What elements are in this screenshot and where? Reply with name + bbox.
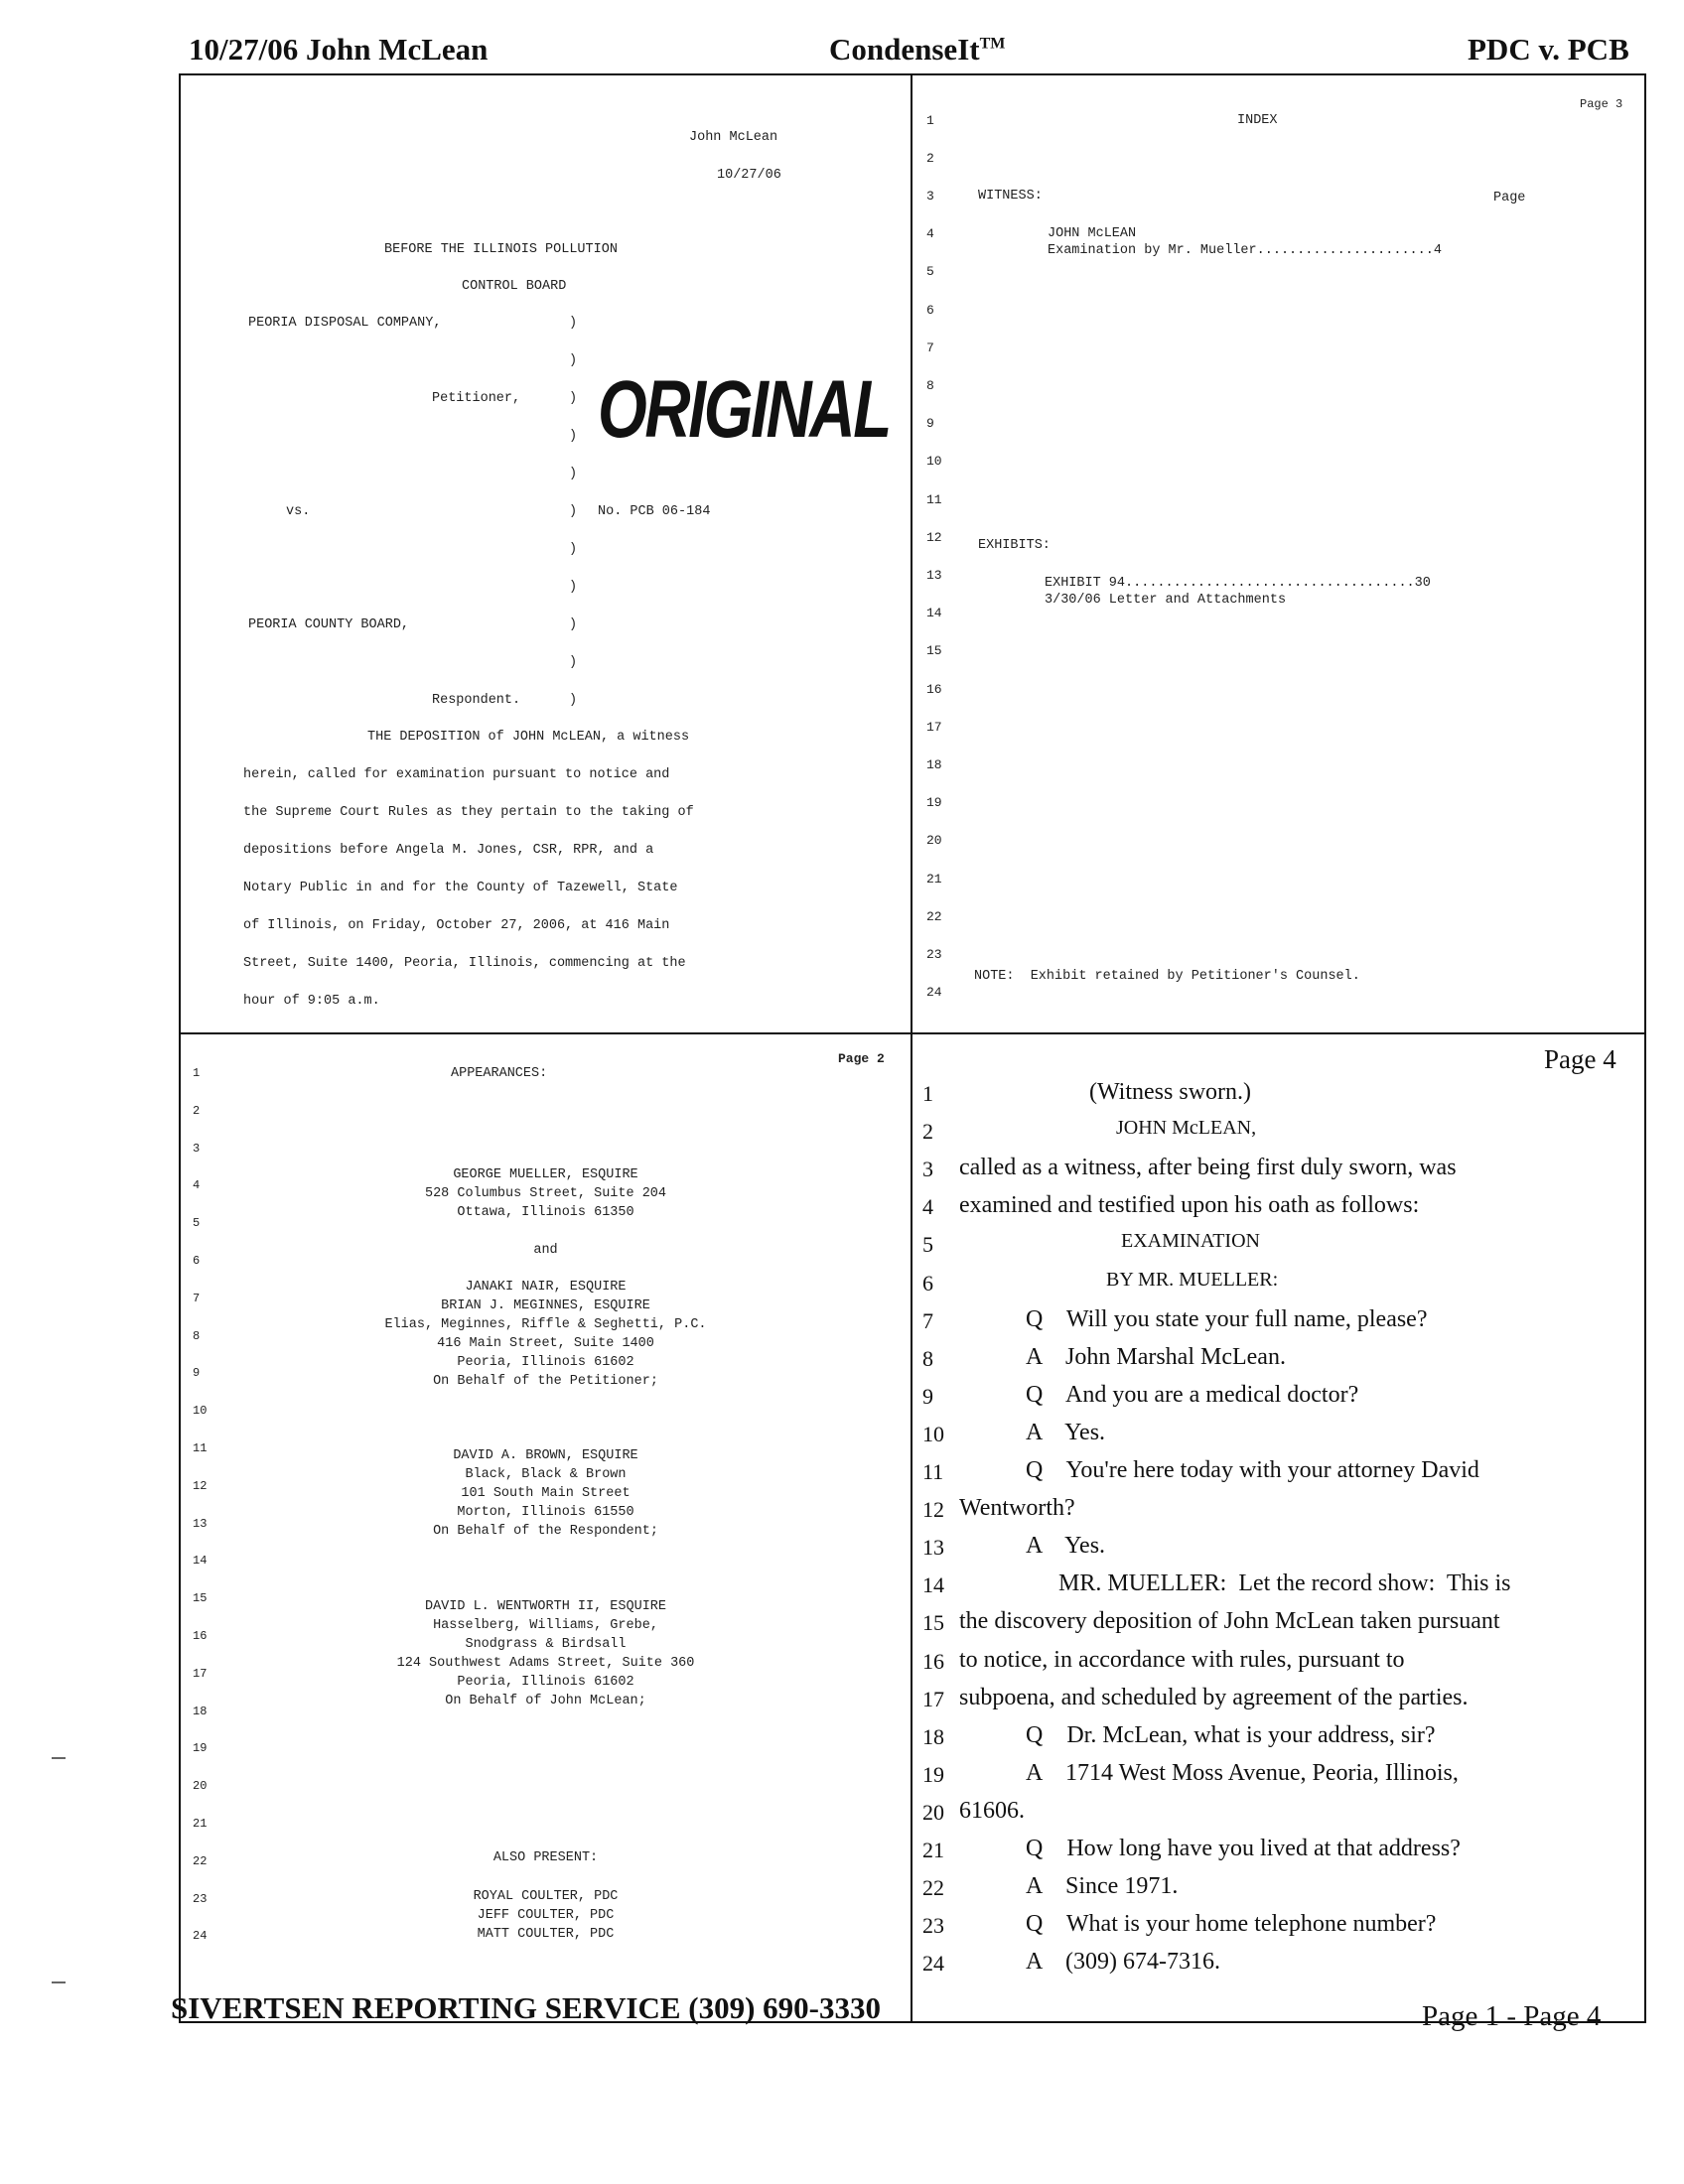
line-number: 17: [922, 1686, 944, 1711]
testimony-line: A 1714 West Moss Avenue, Peoria, Illinois,: [1026, 1759, 1459, 1786]
testimony-line: called as a witness, after being first duly sworn, was: [959, 1155, 1457, 1181]
deposition-text: Notary Public in and for the County of Tazewell, State: [243, 881, 678, 895]
testimony-line: Q How long have you lived at that address?: [1026, 1836, 1461, 1861]
testimony-line: 61606.: [959, 1797, 1025, 1824]
line-number: 7: [922, 1307, 933, 1333]
exhibit-entry: EXHIBIT 94....................................30: [1045, 576, 1431, 591]
appearance-line: DAVID L. WENTWORTH II, ESQUIRE: [424, 1599, 667, 1614]
line-number: 18: [193, 1704, 208, 1718]
testimony-line: Wentworth?: [959, 1495, 1075, 1522]
testimony-line: Q Will you state your full name, please?: [1026, 1305, 1428, 1332]
line-number: 9: [926, 416, 934, 432]
line-number: 10: [922, 1421, 944, 1446]
line-number: 1: [193, 1066, 201, 1080]
header-condenseit: [829, 32, 1005, 68]
line-number: 21: [926, 871, 942, 887]
margin-mark: [52, 1757, 66, 1759]
examination-entry: Examination by Mr. Mueller......................4: [1048, 243, 1442, 258]
deposition-text: of Illinois, on Friday, October 27, 2006, at 416 Main: [243, 918, 670, 933]
line-number: 14: [193, 1554, 208, 1569]
appearance-line: 124 Southwest Adams Street, Suite 360: [396, 1656, 695, 1671]
transcript-page-2: [181, 1034, 911, 2021]
petitioner-label: Petitioner,: [432, 391, 521, 406]
line-number: 22: [926, 908, 942, 924]
line-number: 5: [922, 1232, 933, 1258]
testimony-line: A Yes.: [1026, 1533, 1106, 1560]
appearance-line: Black, Black & Brown: [465, 1467, 627, 1482]
testimony-line: EXAMINATION: [1121, 1230, 1260, 1253]
appearance-line: On Behalf of the Respondent;: [433, 1524, 658, 1539]
line-number: 2: [922, 1119, 933, 1145]
testimony-line: A Since 1971.: [1026, 1873, 1179, 1900]
appearance-line: On Behalf of John McLean;: [445, 1694, 646, 1708]
line-number: 24: [926, 985, 942, 1001]
respondent-label: Respondent.: [432, 693, 521, 708]
line-number: 12: [926, 529, 942, 545]
exhibits-heading: EXHIBITS:: [978, 538, 1051, 553]
line-number: 1: [926, 112, 934, 128]
line-number: 4: [926, 226, 934, 242]
line-number: 4: [193, 1178, 201, 1193]
line-number: 11: [922, 1459, 944, 1484]
line-number: 1: [922, 1081, 933, 1106]
line-number: 15: [193, 1591, 208, 1606]
line-number: 21: [922, 1838, 944, 1862]
line-number: 3: [193, 1141, 201, 1156]
witness-heading: WITNESS:: [978, 189, 1043, 204]
versus-label: vs.: [286, 504, 311, 519]
transcript-page-1: [181, 75, 911, 1032]
reporting-service: SIVERTSEN REPORTING SERVICE (309) 690-3330: [171, 1990, 881, 2025]
line-number: 7: [193, 1291, 201, 1305]
line-number: 13: [922, 1535, 944, 1561]
testimony-line: subpoena, and scheduled by agreement of the parties.: [959, 1684, 1469, 1710]
transcript-page-4: [912, 1034, 1644, 2021]
caption-bracket: ): [569, 429, 578, 444]
caption-bracket: ): [569, 316, 578, 331]
exhibit-note: NOTE: Exhibit retained by Petitioner's Counsel.: [974, 969, 1360, 984]
appearance-line: BRIAN J. MEGINNES, ESQUIRE: [441, 1298, 650, 1313]
testimony-line: JOHN McLEAN,: [1116, 1117, 1257, 1140]
appearance-line: 101 South Main Street: [461, 1486, 631, 1501]
testimony-line: Q You're here today with your attorney David: [1026, 1457, 1479, 1483]
line-number: 23: [926, 946, 942, 962]
caption-bracket: ): [569, 467, 578, 481]
testimony-line: Q Dr. McLean, what is your address, sir?: [1026, 1721, 1436, 1748]
line-number: 23: [193, 1891, 208, 1906]
appearance-line: ALSO PRESENT:: [492, 1850, 599, 1865]
line-number: 15: [922, 1610, 944, 1636]
caption-bracket: ): [569, 353, 578, 368]
appearance-line: MATT COULTER, PDC: [477, 1927, 615, 1942]
case-number: No. PCB 06-184: [598, 504, 711, 519]
appearance-line: GEORGE MUELLER, ESQUIRE: [453, 1167, 638, 1182]
transcript-page-3: [912, 75, 1644, 1032]
page-label: Page 2: [838, 1051, 885, 1066]
line-number: 12: [193, 1478, 208, 1493]
caption-bracket: ): [569, 617, 578, 632]
board-name-line1: BEFORE THE ILLINOIS POLLUTION: [384, 242, 618, 257]
appearance-line: On Behalf of the Petitioner;: [433, 1374, 658, 1389]
header-condenseit-text: CondenseIt: [829, 32, 980, 67]
caption-name: John McLean: [689, 130, 778, 145]
caption-bracket: ): [569, 655, 578, 670]
appearance-line: 416 Main Street, Suite 1400: [437, 1336, 654, 1351]
caption-bracket: ): [569, 391, 578, 406]
line-number: 4: [922, 1194, 933, 1220]
appearance-line: JANAKI NAIR, ESQUIRE: [465, 1280, 627, 1295]
line-number: 5: [926, 264, 934, 280]
appearance-line: 528 Columbus Street, Suite 204: [424, 1186, 667, 1201]
deposition-text: the Supreme Court Rules as they pertain to the taking of: [243, 805, 694, 820]
caption-bracket: ): [569, 580, 578, 595]
line-number: 11: [926, 491, 942, 507]
caption-bracket: ): [569, 693, 578, 708]
line-number: 3: [926, 188, 934, 204]
line-number: 23: [922, 1913, 944, 1939]
appearance-line: DAVID A. BROWN, ESQUIRE: [453, 1448, 638, 1463]
line-number: 3: [922, 1157, 933, 1182]
testimony-line: the discovery deposition of John McLean taken pursuant: [959, 1608, 1500, 1635]
line-number: 6: [193, 1254, 201, 1268]
appearance-line: Morton, Illinois 61550: [457, 1505, 634, 1520]
line-number: 2: [926, 150, 934, 166]
line-number: 18: [922, 1723, 944, 1749]
header-case: PDC v. PCB: [1468, 32, 1629, 67]
line-number: 10: [926, 454, 942, 470]
trademark-mark: TM: [979, 35, 1006, 53]
caption-date: 10/27/06: [717, 168, 781, 183]
line-number: 9: [922, 1383, 933, 1409]
line-number: 8: [926, 377, 934, 393]
line-number: 13: [193, 1516, 208, 1531]
original-stamp: ORIGINAL: [598, 364, 890, 455]
line-number: 11: [193, 1441, 208, 1455]
testimony-line: (Witness sworn.): [1089, 1079, 1252, 1105]
appearance-line: JEFF COULTER, PDC: [477, 1908, 615, 1923]
exhibit-description: 3/30/06 Letter and Attachments: [1045, 593, 1287, 608]
line-number: 14: [926, 606, 942, 621]
deposition-text: herein, called for examination pursuant to notice and: [243, 767, 670, 782]
appearance-line: Peoria, Illinois 61602: [457, 1675, 634, 1690]
line-number: 12: [922, 1497, 944, 1523]
line-number: 20: [926, 833, 942, 849]
testimony-line: to notice, in accordance with rules, pursuant to: [959, 1646, 1405, 1673]
line-number: 9: [193, 1366, 201, 1381]
line-number: 18: [926, 756, 942, 772]
line-number: 16: [193, 1629, 208, 1643]
appearance-line: Ottawa, Illinois 61350: [457, 1205, 634, 1220]
deposition-text: Street, Suite 1400, Peoria, Illinois, commencing at the: [243, 956, 686, 971]
line-number: 16: [922, 1648, 944, 1674]
respondent-name: PEORIA COUNTY BOARD,: [248, 617, 410, 632]
deposition-text: depositions before Angela M. Jones, CSR, RPR, and a: [243, 843, 654, 858]
petitioner-name: PEORIA DISPOSAL COMPANY,: [248, 316, 442, 331]
line-number: 7: [926, 340, 934, 355]
line-number: 17: [926, 719, 942, 735]
deposition-text: hour of 9:05 a.m.: [243, 994, 380, 1009]
page-range: Page 1 - Page 4: [1422, 2000, 1602, 2032]
line-number: 15: [926, 643, 942, 659]
margin-mark: [52, 1981, 66, 1983]
witness-name: JOHN McLEAN: [1048, 226, 1137, 241]
line-number: 8: [193, 1328, 201, 1343]
line-number: 19: [926, 795, 942, 811]
appearance-line: Snodgrass & Birdsall: [465, 1637, 627, 1652]
board-name-line2: CONTROL BOARD: [462, 279, 567, 294]
testimony-line: MR. MUELLER: Let the record show: This is: [1058, 1570, 1511, 1597]
line-number: 22: [193, 1853, 208, 1868]
line-number: 20: [922, 1799, 944, 1825]
index-title: INDEX: [1237, 113, 1278, 128]
appearance-line: Elias, Meginnes, Riffle & Seghetti, P.C.: [384, 1317, 707, 1332]
testimony-line: Q What is your home telephone number?: [1026, 1911, 1437, 1938]
caption-bracket: ): [569, 542, 578, 557]
page-column-heading: Page: [1493, 191, 1526, 205]
appearances-heading: APPEARANCES:: [451, 1066, 548, 1081]
line-number: 6: [926, 302, 934, 318]
line-number: 8: [922, 1345, 933, 1371]
line-number: 5: [193, 1216, 201, 1231]
testimony-line: BY MR. MUELLER:: [1106, 1268, 1279, 1291]
line-number: 24: [922, 1951, 944, 1977]
line-number: 2: [193, 1103, 201, 1118]
appearance-line: and: [533, 1243, 558, 1258]
line-number: 20: [193, 1779, 208, 1794]
line-number: 24: [193, 1929, 208, 1944]
page-label: Page 3: [1580, 97, 1623, 111]
line-number: 13: [926, 567, 942, 583]
appearance-line: Hasselberg, Williams, Grebe,: [433, 1618, 658, 1633]
line-number: 14: [922, 1572, 944, 1598]
testimony-line: examined and testified upon his oath as follows:: [959, 1192, 1420, 1219]
caption-bracket: ): [569, 504, 578, 519]
header-date-witness: 10/27/06 John McLean: [189, 32, 489, 67]
testimony-line: A Yes.: [1026, 1419, 1106, 1445]
line-number: 22: [922, 1875, 944, 1901]
line-number: 17: [193, 1666, 208, 1681]
line-number: 6: [922, 1270, 933, 1296]
appearance-line: ROYAL COULTER, PDC: [473, 1889, 619, 1904]
deposition-text: THE DEPOSITION of JOHN McLEAN, a witness: [367, 730, 690, 745]
line-number: 16: [926, 681, 942, 697]
line-number: 21: [193, 1817, 208, 1831]
line-number: 19: [193, 1741, 208, 1756]
testimony-line: Q And you are a medical doctor?: [1026, 1381, 1359, 1408]
page-label: Page 4: [1544, 1044, 1616, 1074]
appearance-line: Peoria, Illinois 61602: [457, 1355, 634, 1370]
testimony-line: A (309) 674-7316.: [1026, 1949, 1220, 1976]
line-number: 10: [193, 1404, 208, 1419]
line-number: 19: [922, 1761, 944, 1787]
testimony-line: A John Marshal McLean.: [1026, 1343, 1286, 1370]
